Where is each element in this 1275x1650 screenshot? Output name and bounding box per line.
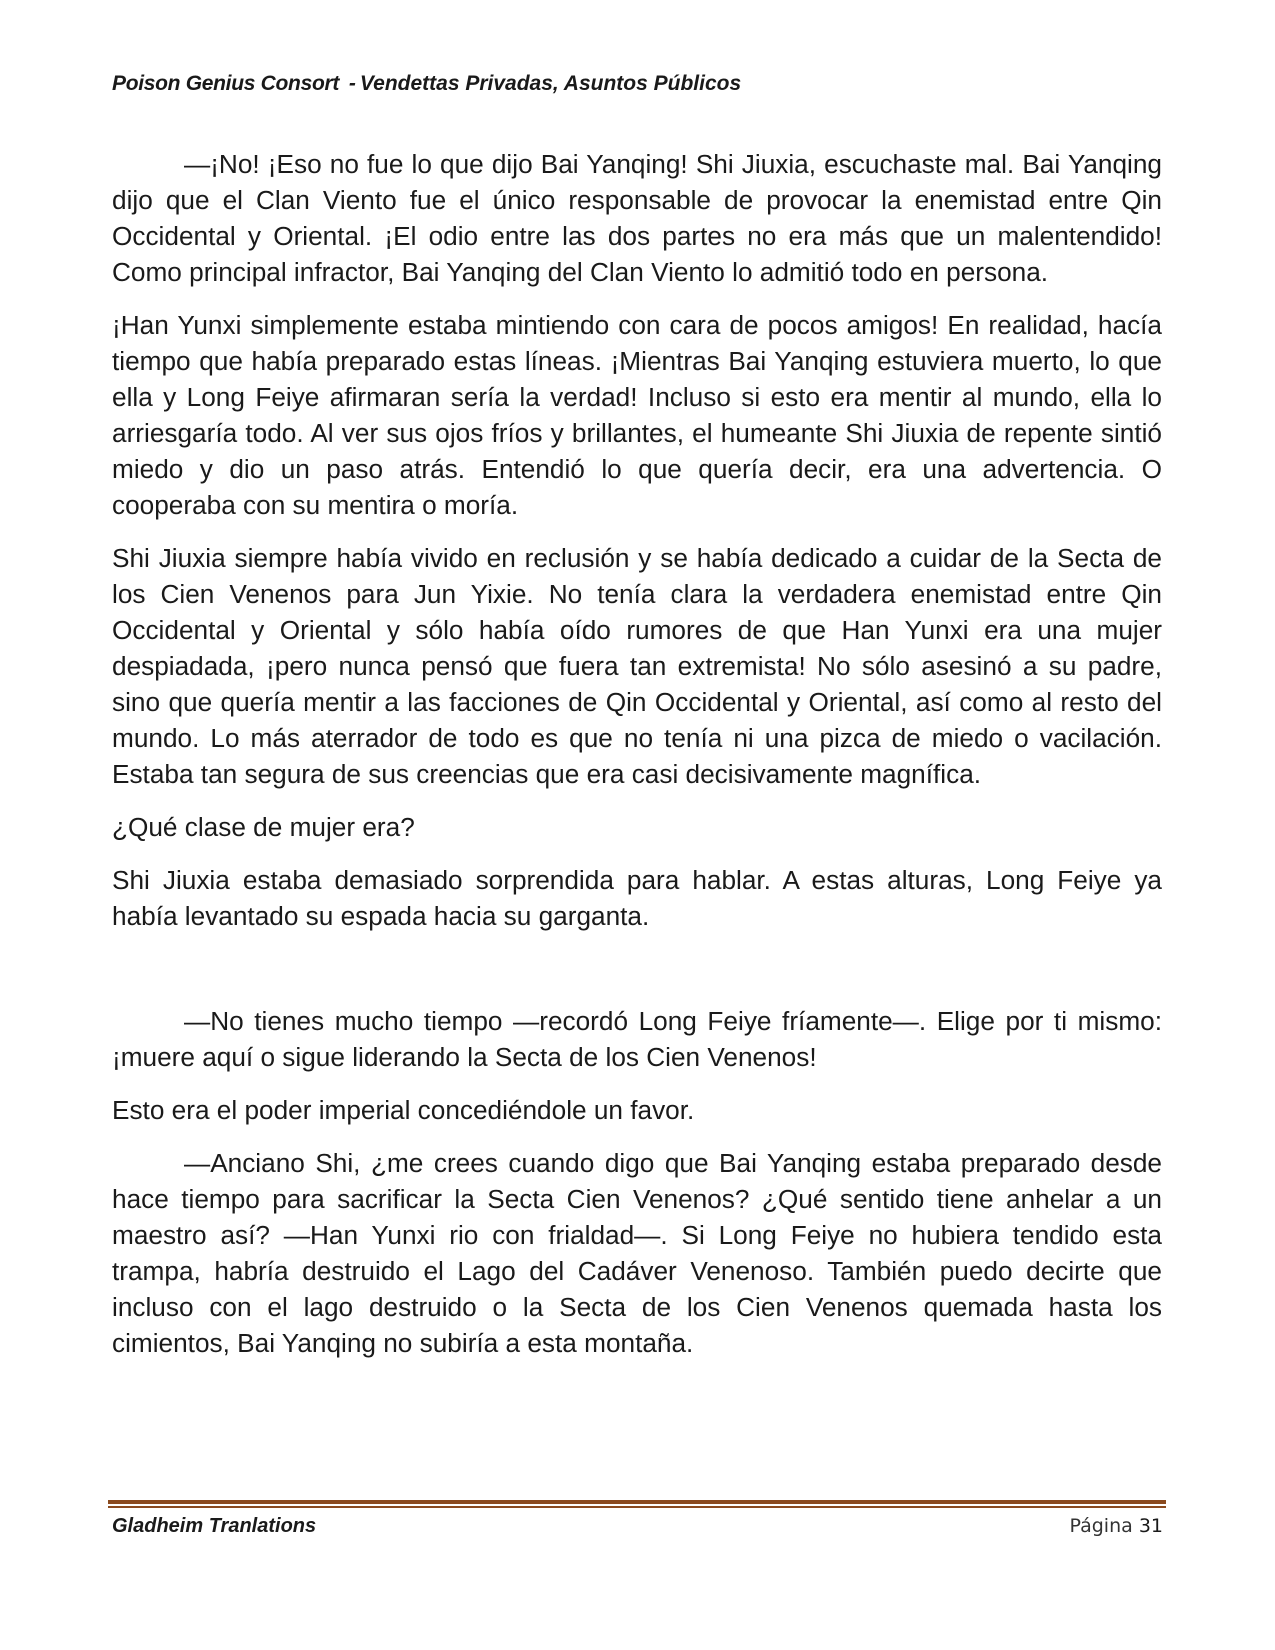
paragraph: ¿Qué clase de mujer era? (112, 812, 415, 842)
series-title: Poison Genius Consort (112, 72, 340, 95)
page-number (1069, 1515, 1163, 1537)
body-text (112, 146, 1162, 1378)
paragraph: Shi Jiuxia estaba demasiado sorprendida para hablar. A estas alturas, Long Feiye ya había levantado su espada hacia su garganta. (112, 865, 1162, 931)
page-label: Página (1069, 1515, 1133, 1537)
chapter-title: Vendettas Privadas, Asuntos Públicos (359, 72, 742, 95)
paragraph-dialogue: —Anciano Shi, ¿me crees cuando digo que Bai Yanqing estaba preparado desde hace tiempo para sacrificar la Secta Cien Venenos? ¿Qué sentido tiene anhelar a un maestro así? —Han Yunxi rio con frialdad—. Si Long Feiye no hubiera tendido esta trampa, habría destruido el Lago del Cadáver Venenoso. También puedo decirte que incluso con el lago destruido o la Secta de los Cien Venenos quemada hasta los cimientos, Bai Yanqing no subiría a esta montaña. (112, 1148, 1162, 1358)
paragraph-dialogue: —¡No! ¡Eso no fue lo que dijo Bai Yanqing! Shi Jiuxia, escuchaste mal. Bai Yanqing dijo que el Clan Viento fue el único responsable de provocar la enemistad entre Qin Occidental y Oriental. ¡El odio entre las dos partes no era más que un malentendido! Como principal infractor, Bai Yanqing del Clan Viento lo admitió todo en persona. (112, 149, 1162, 287)
header-separator: - (348, 72, 356, 95)
section-spacer (112, 951, 1162, 1003)
paragraph: Shi Jiuxia siempre había vivido en reclusión y se había dedicado a cuidar de la Secta de los Cien Venenos para Jun Yixie. No tenía clara la verdadera enemistad entre Qin Occidental y Oriental y sólo había oído rumores de que Han Yunxi era una mujer despiadada, ¡pero nunca pensó que fuera tan extremista! No sólo asesinó a su padre, sino que quería mentir a las facciones de Qin Occidental y Oriental, así como al resto del mundo. Lo más aterrador de todo es que no tenía ni una pizca de miedo o vacilación. Estaba tan segura de sus creencias que era casi decisivamente magnífica. (112, 543, 1162, 789)
footer-rule-thin (108, 1506, 1166, 1508)
page-number-value: 31 (1138, 1515, 1163, 1537)
paragraph-dialogue: —No tienes mucho tiempo —recordó Long Feiye fríamente—. Elige por ti mismo: ¡muere aquí o sigue liderando la Secta de los Cien Venenos! (112, 1006, 1162, 1072)
running-header (112, 72, 741, 96)
paragraph: ¡Han Yunxi simplemente estaba mintiendo con cara de pocos amigos! En realidad, hacía tiempo que había preparado estas líneas. ¡Mientras Bai Yanqing estuviera muerto, lo que ella y Long Feiye afirmaran sería la verdad! Incluso si esto era mentir al mundo, ella lo arriesgaría todo. Al ver sus ojos fríos y brillantes, el humeante Shi Jiuxia de repente sintió miedo y dio un paso atrás. Entendió lo que quería decir, era una advertencia. O cooperaba con su mentira o moría. (112, 310, 1162, 520)
paragraph: Esto era el poder imperial concediéndole un favor. (112, 1095, 695, 1125)
translator-credit: Gladheim Tranlations (112, 1515, 317, 1537)
footer-rule-thick (108, 1500, 1166, 1504)
